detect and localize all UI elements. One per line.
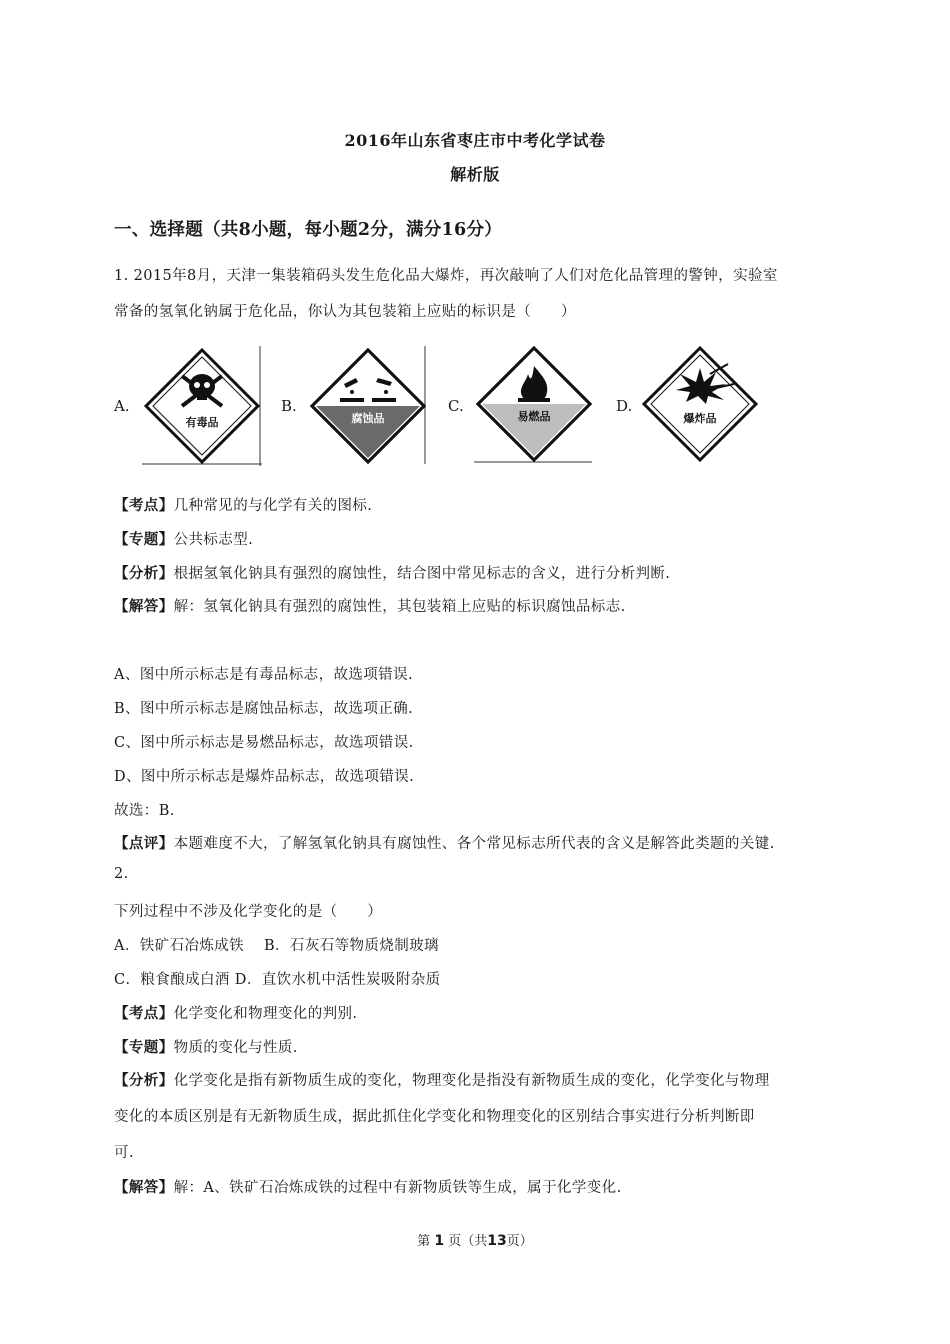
q1-answer: 故选：B. <box>114 803 175 819</box>
explosive-sign <box>640 344 760 464</box>
q1-analysis-b: B、图中所示标志是腐蚀品标志，故选项正确. <box>114 701 414 717</box>
q2-zhuanti: 【专题】物质的变化与性质. <box>114 1039 298 1056</box>
q1-jieda: 【解答】解：氢氧化钠具有强烈的腐蚀性，其包装箱上应贴的标识腐蚀品标志. <box>114 598 626 615</box>
toxic-sign <box>142 346 264 466</box>
corrosive-sign <box>308 346 428 466</box>
q1-stem-line1: 1. 2015年8月，天津一集装箱码头发生危化品大爆炸，再次敲响了人们对危化品管理的警钟，实验室 <box>114 268 778 284</box>
q1-zhuanti: 【专题】公共标志型. <box>114 531 254 548</box>
q1-stem-line2: 常备的氢氧化钠属于危化品，你认为其包装箱上应贴的标识是（ ） <box>114 304 576 320</box>
sign-label-toxic: 有毒品 <box>185 416 219 429</box>
q2-kaodian: 【考点】化学变化和物理变化的判别. <box>114 1005 358 1022</box>
q2-fenxi-line3: 可. <box>114 1145 134 1161</box>
page-total: 13 <box>487 1233 507 1249</box>
q1-analysis-a: A、图中所示标志是有毒品标志，故选项错误. <box>114 667 413 683</box>
q1-dianping: 【点评】本题难度不大，了解氢氧化钠具有腐蚀性、各个常见标志所代表的含义是解答此类题的关键. <box>114 835 775 852</box>
q1-analysis-d: D、图中所示标志是爆炸品标志，故选项错误. <box>114 769 415 785</box>
q2-stem: 下列过程中不涉及化学变化的是（ ） <box>114 904 383 920</box>
q1-option-c-label: C. <box>448 397 464 415</box>
q1-fenxi: 【分析】根据氢氧化钠具有强烈的腐蚀性，结合图中常见标志的含义，进行分析判断. <box>114 565 671 582</box>
q2-options-line2: C．粮食酿成白酒 D．直饮水机中活性炭吸附杂质 <box>114 972 441 988</box>
q2-jieda: 【解答】解：A、铁矿石冶炼成铁的过程中有新物质铁等生成，属于化学变化. <box>114 1179 622 1196</box>
q2-options-line1: A．铁矿石冶炼成铁 B．石灰石等物质烧制玻璃 <box>114 938 439 954</box>
q1-kaodian: 【考点】几种常见的与化学有关的图标. <box>114 497 373 514</box>
q2-fenxi-line1: 【分析】化学变化是指有新物质生成的变化，物理变化是指没有新物质生成的变化，化学变化与物理 <box>114 1072 770 1089</box>
page-footer: 第 1 页（共13页） <box>417 1233 533 1249</box>
q1-option-b-label: B. <box>281 397 297 415</box>
document-subtitle: 解析版 <box>450 165 500 184</box>
sign-label-explosive: 爆炸品 <box>683 412 717 425</box>
q1-option-a-label: A. <box>114 397 130 415</box>
section-heading: 一、选择题（共8小题，每小题2分，满分16分） <box>114 220 503 240</box>
q1-option-d-label: D. <box>616 397 633 415</box>
q2-fenxi-line2: 变化的本质区别是有无新物质生成，据此抓住化学变化和物理变化的区别结合事实进行分析判断即 <box>114 1109 755 1125</box>
sign-label-corrosive: 腐蚀品 <box>351 412 385 425</box>
q2-number: 2. <box>114 866 129 882</box>
sign-label-flammable: 易燃品 <box>517 410 551 423</box>
page-number: 1 <box>434 1233 445 1249</box>
flammable-sign <box>474 344 594 464</box>
document-title: 2016年山东省枣庄市中考化学试卷 <box>344 131 606 150</box>
q1-analysis-c: C、图中所示标志是易燃品标志，故选项错误. <box>114 735 414 751</box>
